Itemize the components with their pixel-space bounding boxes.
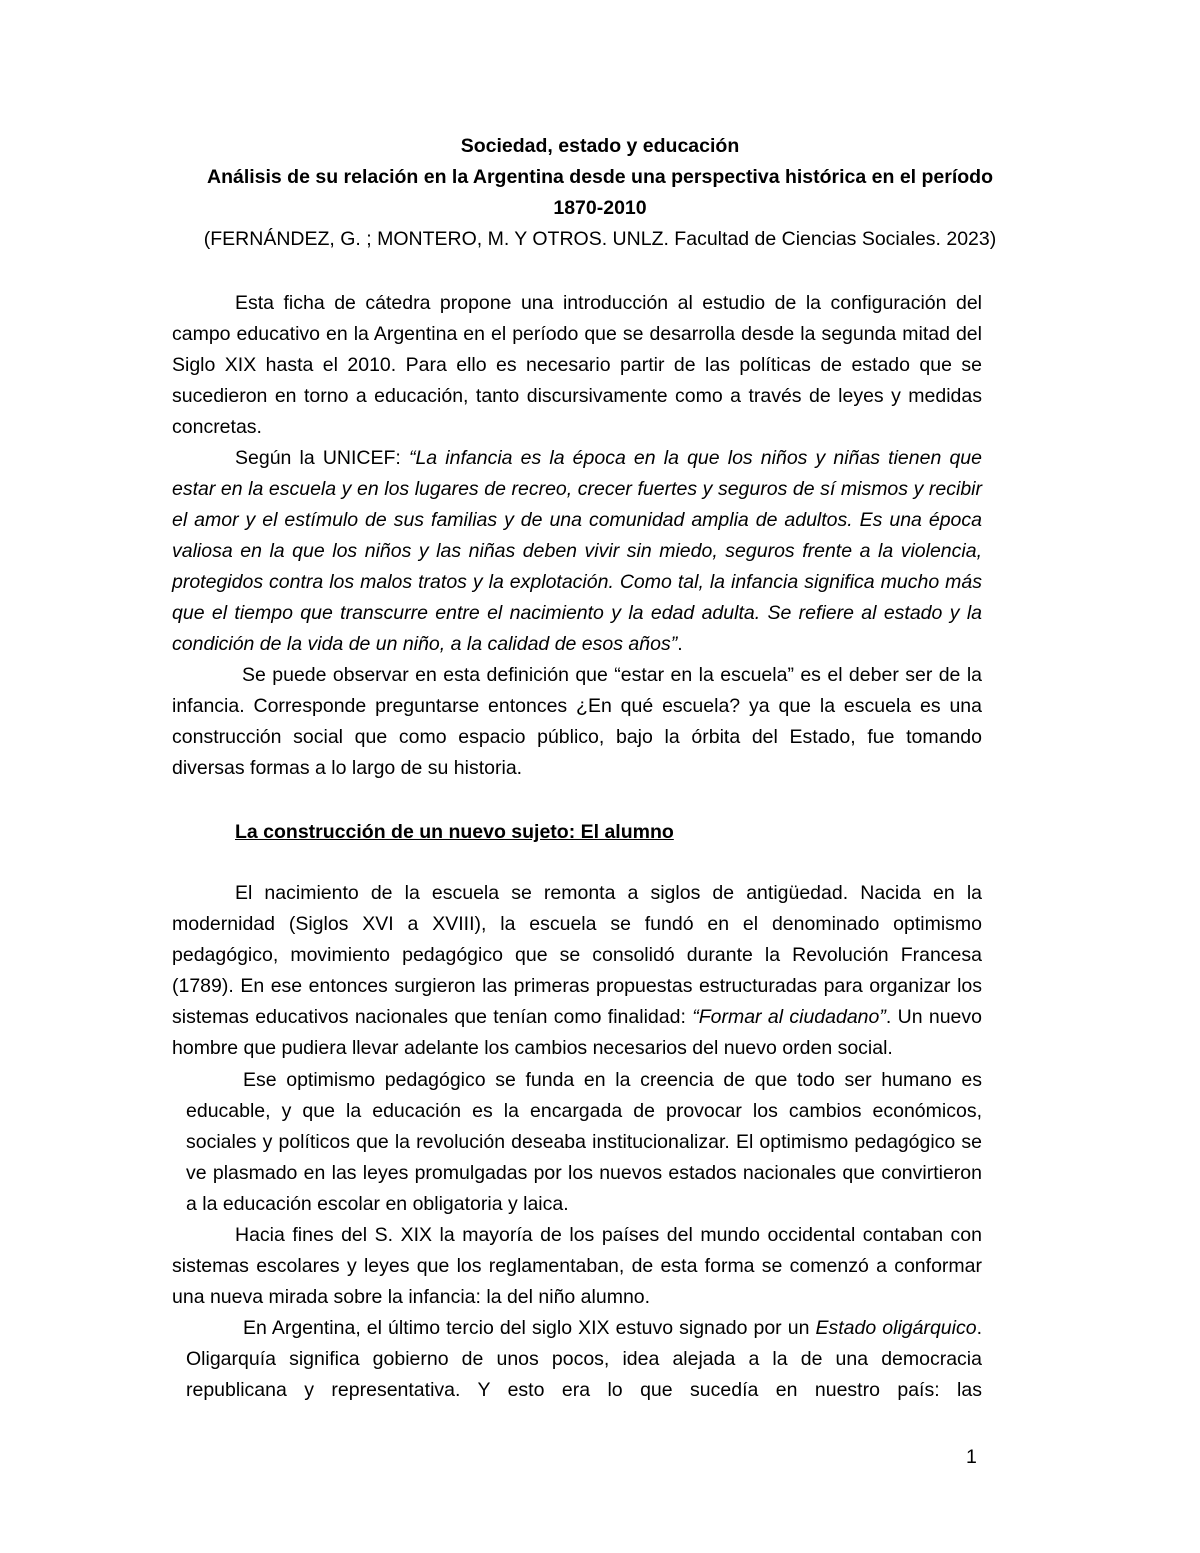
document-subtitle: Análisis de su relación en la Argentina desde una perspectiva histórica en el período (206, 166, 994, 188)
section-paragraph-1 (172, 878, 982, 1064)
document-citation: (FERNÁNDEZ, G. ; MONTERO, M. Y OTROS. UNLZ. Facultad de Ciencias Sociales. 2023) (203, 228, 997, 250)
section-p1-quote: “Formar al ciudadano” (692, 1006, 886, 1028)
unicef-lead: Según la UNICEF: (235, 447, 409, 469)
section-paragraph-3: Hacia fines del S. XIX la mayoría de los países del mundo occidental contaban con sistemas escolares y leyes que los reglamentaban, de esta forma se comenzó a conformar una nueva mirada sobre la infancia: la del niño alumno. (172, 1224, 982, 1308)
section-p4-rest: . Oligarquía significa gobierno de unos pocos, idea alejada a la de una democracia republicana y representativa. Y esto era lo que sucedía en nuestro país: las (186, 1317, 983, 1401)
intro-paragraph-3: Se puede observar en esta definición que “estar en la escuela” es el deber ser de la infancia. Corresponde preguntarse entonces ¿En qué escuela? ya que la escuela es una construcción social que como espacio público, bajo la órbita del Estado, fue tomando diversas formas a lo largo de su historia. (172, 664, 982, 779)
section-paragraph-2: Ese optimismo pedagógico se funda en la creencia de que todo ser humano es educable, y que la educación es la encargada de provocar los cambios económicos, sociales y políticos que la revolución deseaba institucionalizar. El optimismo pedagógico se ve plasmado en las leyes promulgadas por los nuevos estados nacionales que convirtieron a la educación escolar en obligatoria y laica. (186, 1069, 982, 1215)
intro-paragraph-unicef (172, 443, 982, 660)
document-header (0, 131, 1200, 255)
section-paragraph-4 (186, 1313, 982, 1406)
section-p4-lead: En Argentina, el último tercio del siglo XIX estuvo signado por un (243, 1317, 816, 1339)
document-title: Sociedad, estado y educación (460, 135, 740, 157)
unicef-end: . (677, 633, 683, 655)
section-p4-em: Estado oligárquico (815, 1317, 977, 1339)
unicef-quote: “La infancia es la época en la que los niños y niñas tienen que estar en la escuela y en los lugares de recreo, crecer fuertes y seguros de sí mismos y recibir el amor y el estímulo de sus familias y de una comunidad amplia de adultos. Es una época valiosa en la que los niños y las niñas deben vivir sin miedo, seguros frente a la violencia, protegidos contra los malos tratos y la explotación. Como tal, la infancia significa mucho más que el tiempo que transcurre entre el nacimiento y la edad adulta. Se refiere al estado y la condición de la vida de un niño, a la calidad de esos años” (172, 447, 982, 655)
section-p1-text: El nacimiento de la escuela se remonta a siglos de antigüedad. Nacida en la modernidad (Siglos XVI a XVIII), la escuela se fundó en el denominado optimismo pedagógico, movimiento pedagógico que se consolidó durante la Revolución Francesa (1789). En ese entonces surgieron las primeras propuestas estructuradas para organizar los sistemas educativos nacionales que tenían como finalidad: (172, 882, 982, 1028)
section-p1-end: . Un nuevo hombre que pudiera llevar adelante los cambios necesarios del nuevo orden social. (172, 1006, 982, 1059)
page-number: 1 (966, 1446, 977, 1468)
section-heading: La construcción de un nuevo sujeto: El alumno (235, 821, 674, 843)
intro-paragraph-1: Esta ficha de cátedra propone una introducción al estudio de la configuración del campo educativo en la Argentina en el período que se desarrolla desde la segunda mitad del Siglo XIX hasta el 2010. Para ello es necesario partir de las políticas de estado que se sucedieron en torno a educación, tanto discursivamente como a través de leyes y medidas concretas. (172, 292, 982, 438)
document-subtitle-years: 1870-2010 (553, 197, 647, 219)
